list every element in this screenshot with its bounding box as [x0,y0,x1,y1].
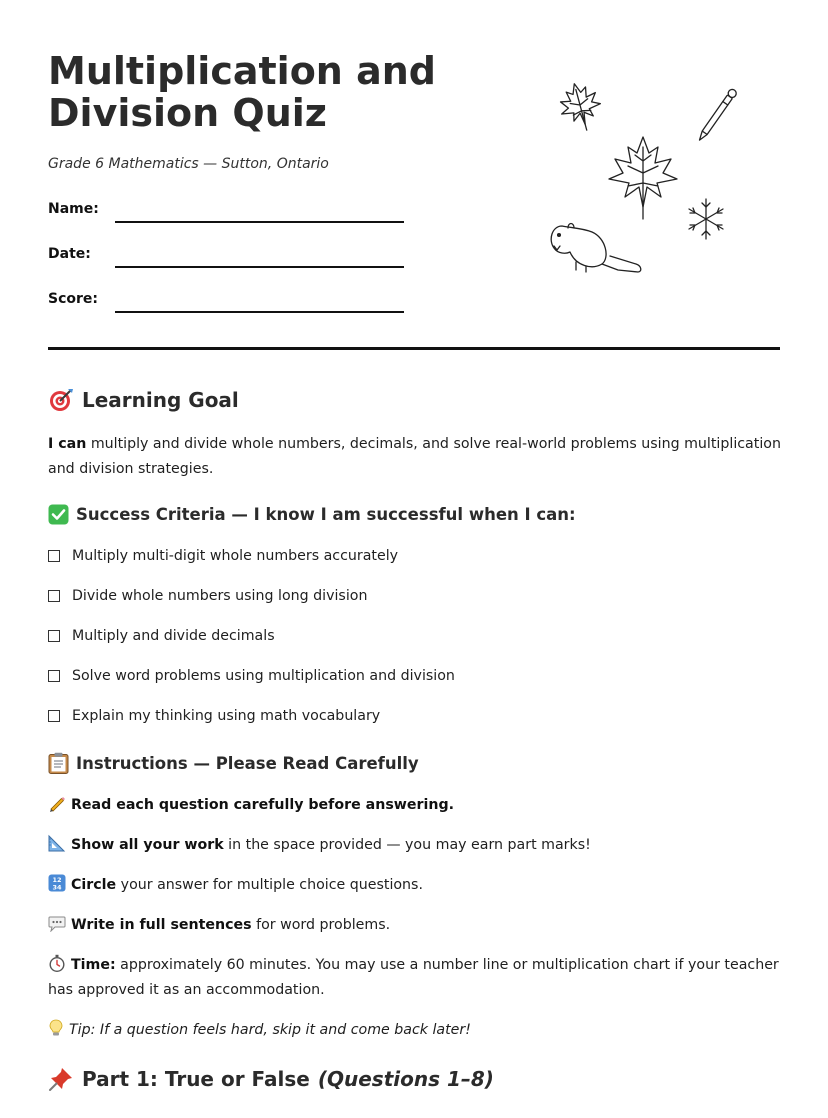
instruction-text: for word problems. [251,917,391,933]
instruction-text: approximately 60 minutes. You may use a number line or multiplication chart if your teacher has approved it as an accommodation. [48,957,779,998]
page-subtitle: Grade 6 Mathematics — Sutton, Ontario [48,156,329,172]
header-illustration [540,80,760,290]
instructions-title: Instructions — Please Read Carefully [76,753,419,773]
criteria-item-text: Divide whole numbers using long division [72,588,368,604]
instruction-bold: Write in full sentences [71,917,252,933]
instruction-text: in the space provided — you may earn part marks! [223,837,591,853]
instruction-text: your answer for multiple choice questions. [116,877,423,893]
instruction-read [48,793,788,818]
svg-text:34: 34 [52,883,62,892]
criteria-item[interactable] [48,708,380,724]
instruction-bold: Read each question carefully before answering. [71,797,455,813]
pencil-icon [696,88,738,143]
tip-content: Tip: If a question feels hard, skip it and come back later! [69,1022,471,1038]
part1-heading [48,1066,494,1092]
target-icon [48,387,74,413]
snowflake-icon [689,199,723,239]
part1-title: Part 1: True or False [82,1067,310,1091]
criteria-item[interactable] [48,588,367,604]
learning-goal-text [48,432,788,482]
criteria-item-text: Multiply multi-digit whole numbers accurately [72,548,399,564]
check-mark-icon [48,504,69,525]
learning-goal-body: multiply and divide whole numbers, decimals, and solve real-world problems using multiplication and division strategies. [48,436,781,477]
instruction-bold: Show all your work [71,837,224,853]
instructions-heading [48,752,419,774]
speech-bubble-icon [48,914,66,932]
page-title: Multiplication and Division Quiz [48,49,436,135]
date-label: Date: [48,246,91,262]
checkbox[interactable] [48,710,60,722]
success-criteria-heading [48,504,576,525]
pencil-icon [48,794,66,812]
svg-text:12: 12 [52,876,62,884]
learning-goal-lead: I can [48,436,87,452]
criteria-item-text: Explain my thinking using math vocabulary [72,708,381,724]
criteria-item-text: Solve word problems using multiplication and division [72,668,455,684]
instruction-work [48,833,788,858]
maple-leaf-icon [609,137,677,219]
success-criteria-title: Success Criteria — I know I am successful when I can: [76,505,576,524]
learning-goal-title: Learning Goal [82,388,239,412]
instruction-bold: Time: [71,957,116,973]
date-line[interactable] [115,266,404,268]
instruction-circle [48,873,788,898]
checkbox[interactable] [48,670,60,682]
criteria-item[interactable] [48,628,275,644]
maple-leaf-icon [555,80,606,135]
stopwatch-icon [48,954,66,972]
name-line[interactable] [115,221,404,223]
criteria-item[interactable] [48,548,398,564]
lightbulb-icon [48,1019,64,1037]
instruction-time [48,953,788,1003]
checkbox[interactable] [48,630,60,642]
learning-goal-heading [48,387,239,413]
score-line[interactable] [115,311,404,313]
part1-subtitle: (Questions 1–8) [317,1067,494,1091]
criteria-item-text: Multiply and divide decimals [72,628,275,644]
instruction-bold: Circle [71,877,117,893]
instruction-sentences [48,913,788,938]
triangle-ruler-icon [48,834,66,852]
score-label: Score: [48,291,98,307]
clipboard-icon [48,752,69,774]
header-divider [48,347,780,350]
beaver-icon [551,224,641,273]
numbers-icon [48,874,66,892]
pushpin-icon [48,1066,74,1092]
checkbox[interactable] [48,550,60,562]
checkbox[interactable] [48,590,60,602]
name-label: Name: [48,201,99,217]
criteria-item[interactable] [48,668,455,684]
tip-text [48,1018,788,1043]
